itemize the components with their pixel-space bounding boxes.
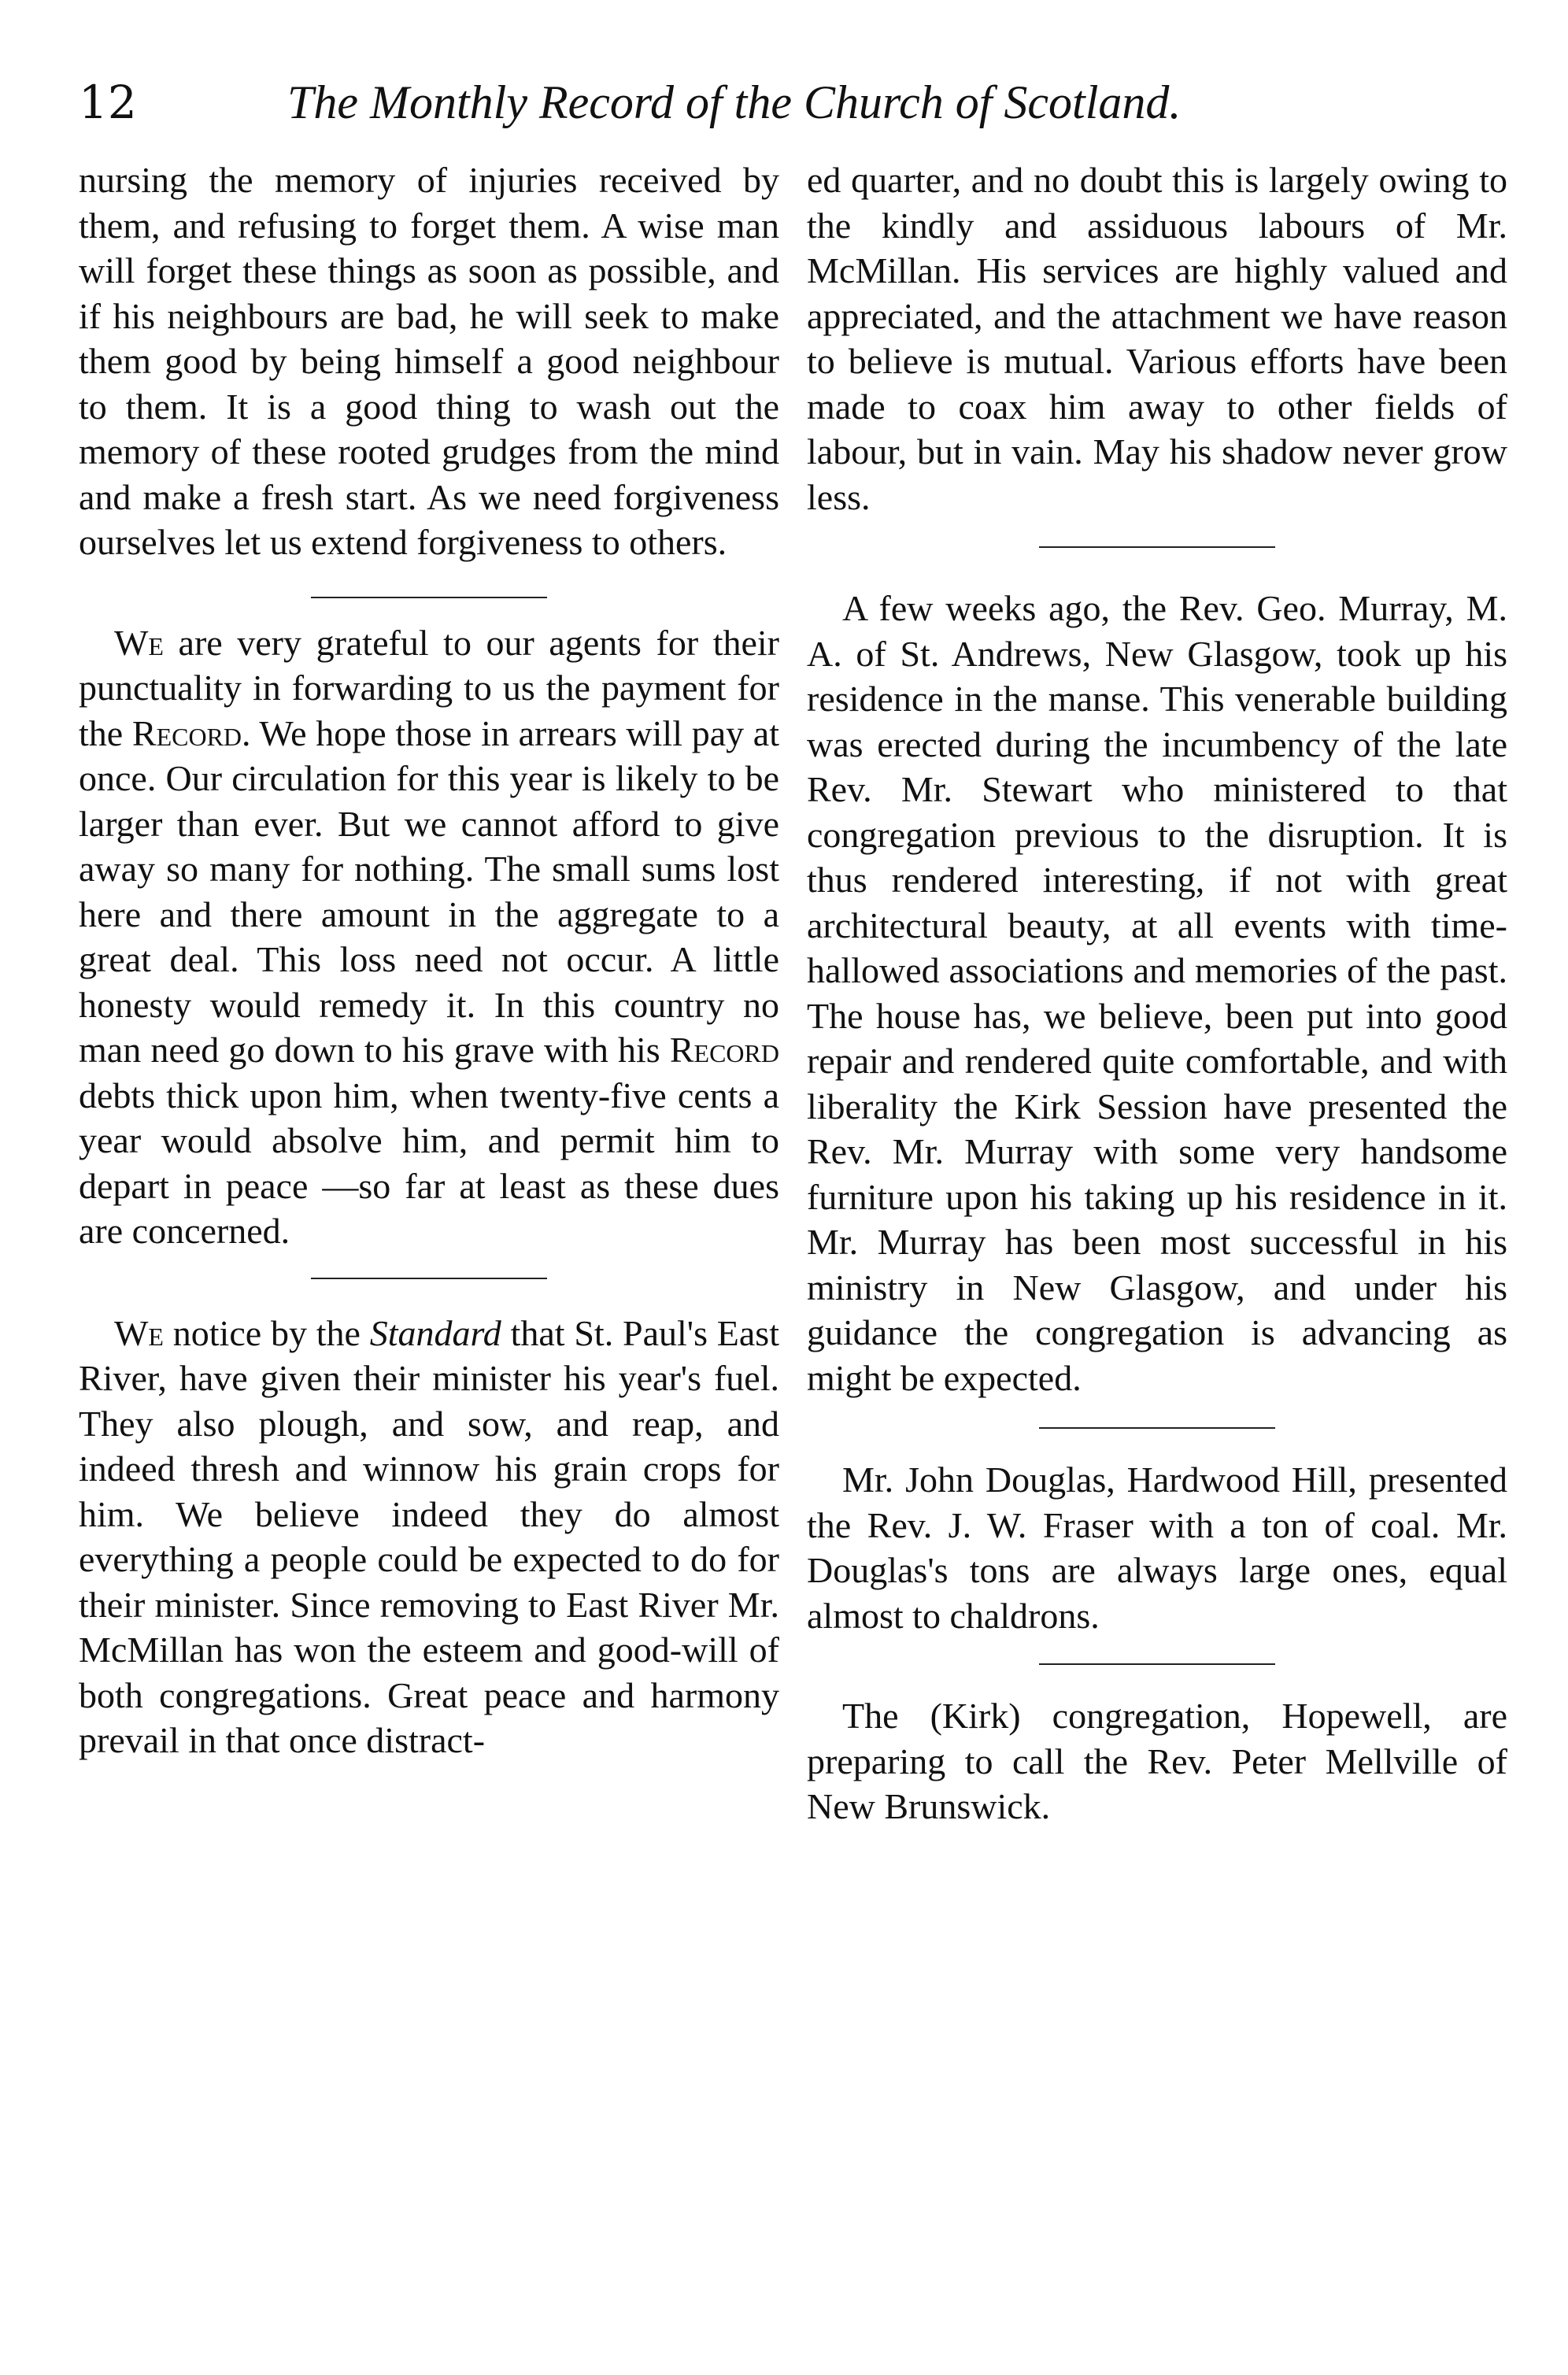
text-run: debts thick upon him, when twenty-five cents a year would absolve him, and permit him to depart in peace —so far at least as these dues are concerned. [79,1075,779,1251]
lead-word: We [114,1312,164,1353]
article-forgiveness-end: nursing the memory of injuries received by them, and refusing to forget them. A wise man will forget these things as soon as possible, and if his neighbours are bad, he will seek to make them good by being himself a good neighbour to them. It is a good thing to wash out the memory of these rooted grudges from the mind and make a fresh start. As we need forgiveness ourselves let us extend forgiveness to others. [79,160,779,562]
article-agents-payment [79,620,779,1254]
page-number: 12 [79,76,137,129]
article-new-glasgow-manse: A few weeks ago, the Rev. Geo. Murray, M. A. of St. Andrews, New Glasgow, took up his residence in the manse. This venerable building was erected during the incumbency of the late Rev. Mr. Stewart who ministered to that congregation previous to the disruption. It is thus rendered interesting, if not with great architectural beauty, at all events with time-hallowed associations and memories of the past. The house has, we believe, been put into good repair and rendered quite comfortable, and with liberality the Kirk Session have presented the Rev. Mr. Murray with some very handsome furniture upon his taking up his residence in it. Mr. Murray has been most successful in his ministry in New Glasgow, and under his guidance the congregation is advancing as might be expected. [807,588,1507,1398]
article-east-river-continued: ed quarter, and no doubt this is largely owing to the kindly and assiduous labours of Mr. McMillan. His services are highly valued and appreciated, and the attachment we have reason to believe is mutual. Various efforts have been made to coax him away to other fields of labour, but in vain. May his shadow never grow less. [807,160,1507,517]
standard-name: Standard [369,1312,501,1353]
record-name: Record [669,1030,779,1070]
running-header [79,76,1291,154]
left-column [79,157,779,1763]
text-run: . We hope those in arrears will pay at once. Our circulation for this year is likely to be larger than ever. But we cannot afford to give away so many for nothing. The small sums lost here and there amount in the aggregate to a great deal. This loss need not occur. A little honesty would remedy it. In this country no man need go down to his grave with his [79,712,779,1070]
running-title: The Monthly Record of the Church of Scotland. [287,76,1182,128]
lead-word: We [114,622,164,663]
text-run: that St. Paul's East River, have given their minister his year's fuel. They also plough, and sow, and reap, and indeed thresh and winnow his grain crops for him. We believe indeed they do almost everything a people could be expected to do for their minister. Since removing to East River Mr. McMillan has won the esteem and good-will of both congregations. Great peace and harmony prevail in that once distract- [79,1312,779,1760]
text-run: notice by the [163,1312,370,1353]
section-divider [1039,1663,1275,1665]
right-column [807,157,1507,1829]
section-divider [311,1278,547,1279]
text-run: are very grateful to our agents for their punctuality in forwarding to us the payment for the [79,622,779,753]
section-divider [311,597,547,598]
article-east-river-fuel [79,1311,779,1763]
article-douglas-coal: Mr. John Douglas, Hardwood Hill, presented the Rev. J. W. Fraser with a ton of coal. Mr. Douglas's tons are always large ones, equal almost to chaldrons. [807,1459,1507,1636]
article-hopewell-call: The (Kirk) congregation, Hopewell, are preparing to call the Rev. Peter Mellville of New Brunswick. [807,1696,1507,1826]
section-divider [1039,1427,1275,1429]
section-divider [1039,546,1275,548]
record-name: Record [131,712,242,753]
